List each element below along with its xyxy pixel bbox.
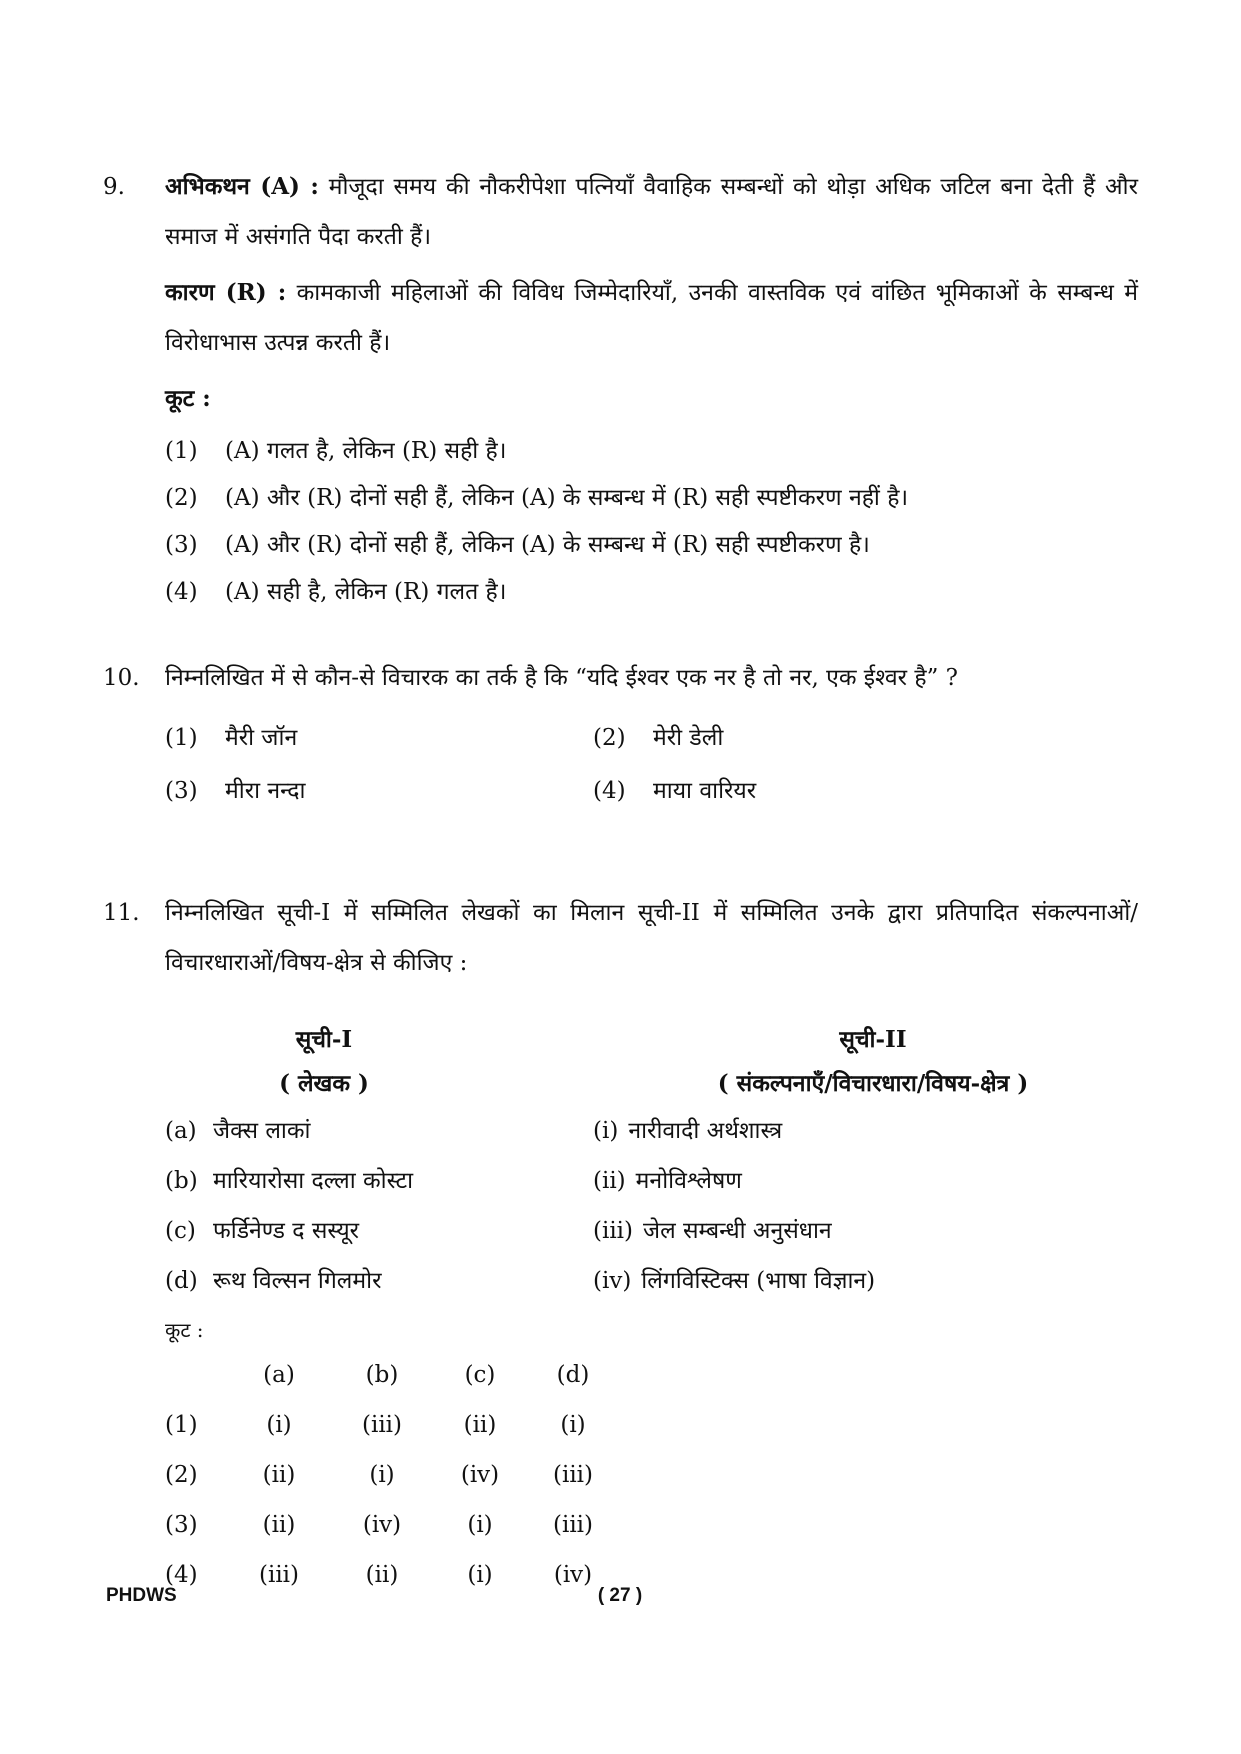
- list2-title: सूची-II: [839, 1026, 907, 1053]
- question-number: 10.: [103, 665, 140, 691]
- item-number: (ii): [593, 1168, 626, 1194]
- assertion: [165, 162, 1138, 262]
- question-number: 9.: [103, 174, 125, 200]
- item-number: (i): [593, 1118, 619, 1144]
- option-3: [165, 522, 1138, 569]
- item-text: रूथ विल्सन गिलमोर: [213, 1268, 382, 1294]
- option-text: (A) सही है, लेकिन (R) गलत है।: [225, 579, 507, 605]
- match-lists: [165, 1018, 1138, 1306]
- option-number: (4): [165, 579, 198, 605]
- list2-item: [593, 1206, 1153, 1256]
- list2-item: [593, 1256, 1153, 1306]
- option-text: मीरा नन्दा: [225, 778, 306, 804]
- key-cell: (iii): [361, 1412, 402, 1438]
- key-cell: (ii): [365, 1562, 399, 1588]
- key-cell: (i): [560, 1412, 586, 1438]
- key-cell: (iv): [553, 1562, 593, 1588]
- key-cell: (i): [467, 1512, 493, 1538]
- key-cell: (ii): [262, 1512, 296, 1538]
- list1-title: सूची-I: [295, 1026, 353, 1053]
- page-number: ( 27 ): [597, 1585, 643, 1606]
- reason-label: कारण (R) :: [165, 279, 287, 306]
- key-cell: (iv): [362, 1512, 402, 1538]
- option-2: [593, 715, 1093, 762]
- assertion-text: मौजूदा समय की नौकरीपेशा पत्नियाँ वैवाहिक सम्बन्धों को थोड़ा अधिक जटिल बना देती हैं और समाज में असंगति पैदा करती हैं।: [165, 174, 1138, 250]
- item-text: जेल सम्बन्धी अनुसंधान: [643, 1218, 832, 1244]
- question-11: [103, 888, 1138, 1600]
- assertion-label: अभिकथन (A) :: [165, 173, 319, 200]
- option-text: माया वारियर: [653, 778, 757, 804]
- option-2: [165, 475, 1138, 522]
- option-number: (2): [593, 725, 626, 751]
- key-cell: (iii): [258, 1562, 299, 1588]
- key-option-number: [159, 1350, 229, 1400]
- key-row: [159, 1500, 621, 1550]
- key-cell: (ii): [262, 1462, 296, 1488]
- key-option-number: (2): [165, 1462, 198, 1488]
- key-cell: (i): [266, 1412, 292, 1438]
- option-3: [165, 768, 593, 815]
- list1-item: [165, 1106, 593, 1156]
- item-text: मनोविश्लेषण: [635, 1168, 742, 1194]
- item-number: (iii): [593, 1218, 634, 1244]
- key-row: [159, 1550, 621, 1600]
- key-option-number: (1): [165, 1412, 198, 1438]
- key-cell: (iii): [552, 1462, 593, 1488]
- key-cell: (d): [556, 1362, 590, 1388]
- item-text: नारीवादी अर्थशास्त्र: [628, 1118, 783, 1144]
- item-number: (b): [165, 1168, 198, 1194]
- question-text: निम्नलिखित सूची-I में सम्मिलित लेखकों का मिलान सूची-II में सम्मिलित उनके द्वारा प्रतिपादित संकल्पनाओं/विचारधाराओं/विषय-क्षेत्र से कीजिए :: [165, 900, 1138, 976]
- option-text: (A) और (R) दोनों सही हैं, लेकिन (A) के सम्बन्ध में (R) सही स्पष्टीकरण नहीं है।: [225, 485, 909, 511]
- key-option-number: (4): [165, 1562, 198, 1588]
- item-number: (d): [165, 1268, 198, 1294]
- option-number: (4): [593, 778, 626, 804]
- key-cell: (i): [467, 1562, 493, 1588]
- list1-item: [165, 1156, 593, 1206]
- option-text: (A) गलत है, लेकिन (R) सही है।: [225, 438, 507, 464]
- list2-item: [593, 1106, 1153, 1156]
- key-header-row: [159, 1350, 621, 1400]
- list1-subtitle: ( लेखक ): [279, 1070, 369, 1097]
- key-cell: (ii): [463, 1412, 497, 1438]
- list2-subtitle: ( संकल्पनाएँ/विचारधारा/विषय-क्षेत्र ): [717, 1070, 1029, 1097]
- item-text: फर्डिनेण्ड द सस्यूर: [213, 1218, 360, 1244]
- key-row: [159, 1450, 621, 1500]
- key-cell: (a): [263, 1362, 295, 1388]
- question-number: 11.: [103, 900, 140, 926]
- key-cell: (iv): [460, 1462, 500, 1488]
- list1-item: [165, 1206, 593, 1256]
- item-number: (iv): [593, 1268, 632, 1294]
- option-4: [165, 569, 1138, 616]
- item-text: जैक्स लाकां: [213, 1118, 311, 1144]
- key-cell: (i): [369, 1462, 395, 1488]
- option-number: (3): [165, 532, 198, 558]
- item-number: (a): [165, 1118, 197, 1144]
- key-option-number: (3): [165, 1512, 198, 1538]
- key-label: कूट :: [165, 1318, 204, 1342]
- question-text: निम्नलिखित में से कौन-से विचारक का तर्क है कि “यदि ईश्वर एक नर है तो नर, एक ईश्वर है” ?: [165, 665, 958, 691]
- option-number: (3): [165, 778, 198, 804]
- paper-code: PHDWS: [106, 1585, 177, 1606]
- list2-item: [593, 1156, 1153, 1206]
- reason: [165, 268, 1138, 368]
- answer-key-table: [159, 1350, 621, 1600]
- list1-item: [165, 1256, 593, 1306]
- option-number: (1): [165, 438, 198, 464]
- option-1: [165, 428, 1138, 475]
- item-text: मारियारोसा दल्ला कोस्टा: [213, 1168, 414, 1194]
- option-text: (A) और (R) दोनों सही हैं, लेकिन (A) के सम्बन्ध में (R) सही स्पष्टीकरण है।: [225, 532, 870, 558]
- options-grid: [165, 715, 1138, 815]
- option-4: [593, 768, 1093, 815]
- key-row: [159, 1400, 621, 1450]
- key-cell: (b): [365, 1362, 399, 1388]
- question-9: [103, 162, 1138, 616]
- item-text: लिंगविस्टिक्स (भाषा विज्ञान): [641, 1268, 876, 1294]
- reason-text: कामकाजी महिलाओं की विविध जिम्मेदारियाँ, उनकी वास्तविक एवं वांछित भूमिकाओं के सम्बन्ध में विरोधाभास उत्पन्न करती हैं।: [165, 280, 1139, 356]
- option-text: मेरी डेली: [653, 725, 724, 751]
- option-number: (2): [165, 485, 198, 511]
- key-cell: (iii): [552, 1512, 593, 1538]
- key-label: कूट :: [165, 385, 211, 412]
- option-1: [165, 715, 593, 762]
- option-number: (1): [165, 725, 198, 751]
- option-text: मैरी जॉन: [225, 725, 298, 751]
- question-10: [103, 653, 1138, 815]
- key-cell: (c): [464, 1362, 496, 1388]
- item-number: (c): [165, 1218, 196, 1244]
